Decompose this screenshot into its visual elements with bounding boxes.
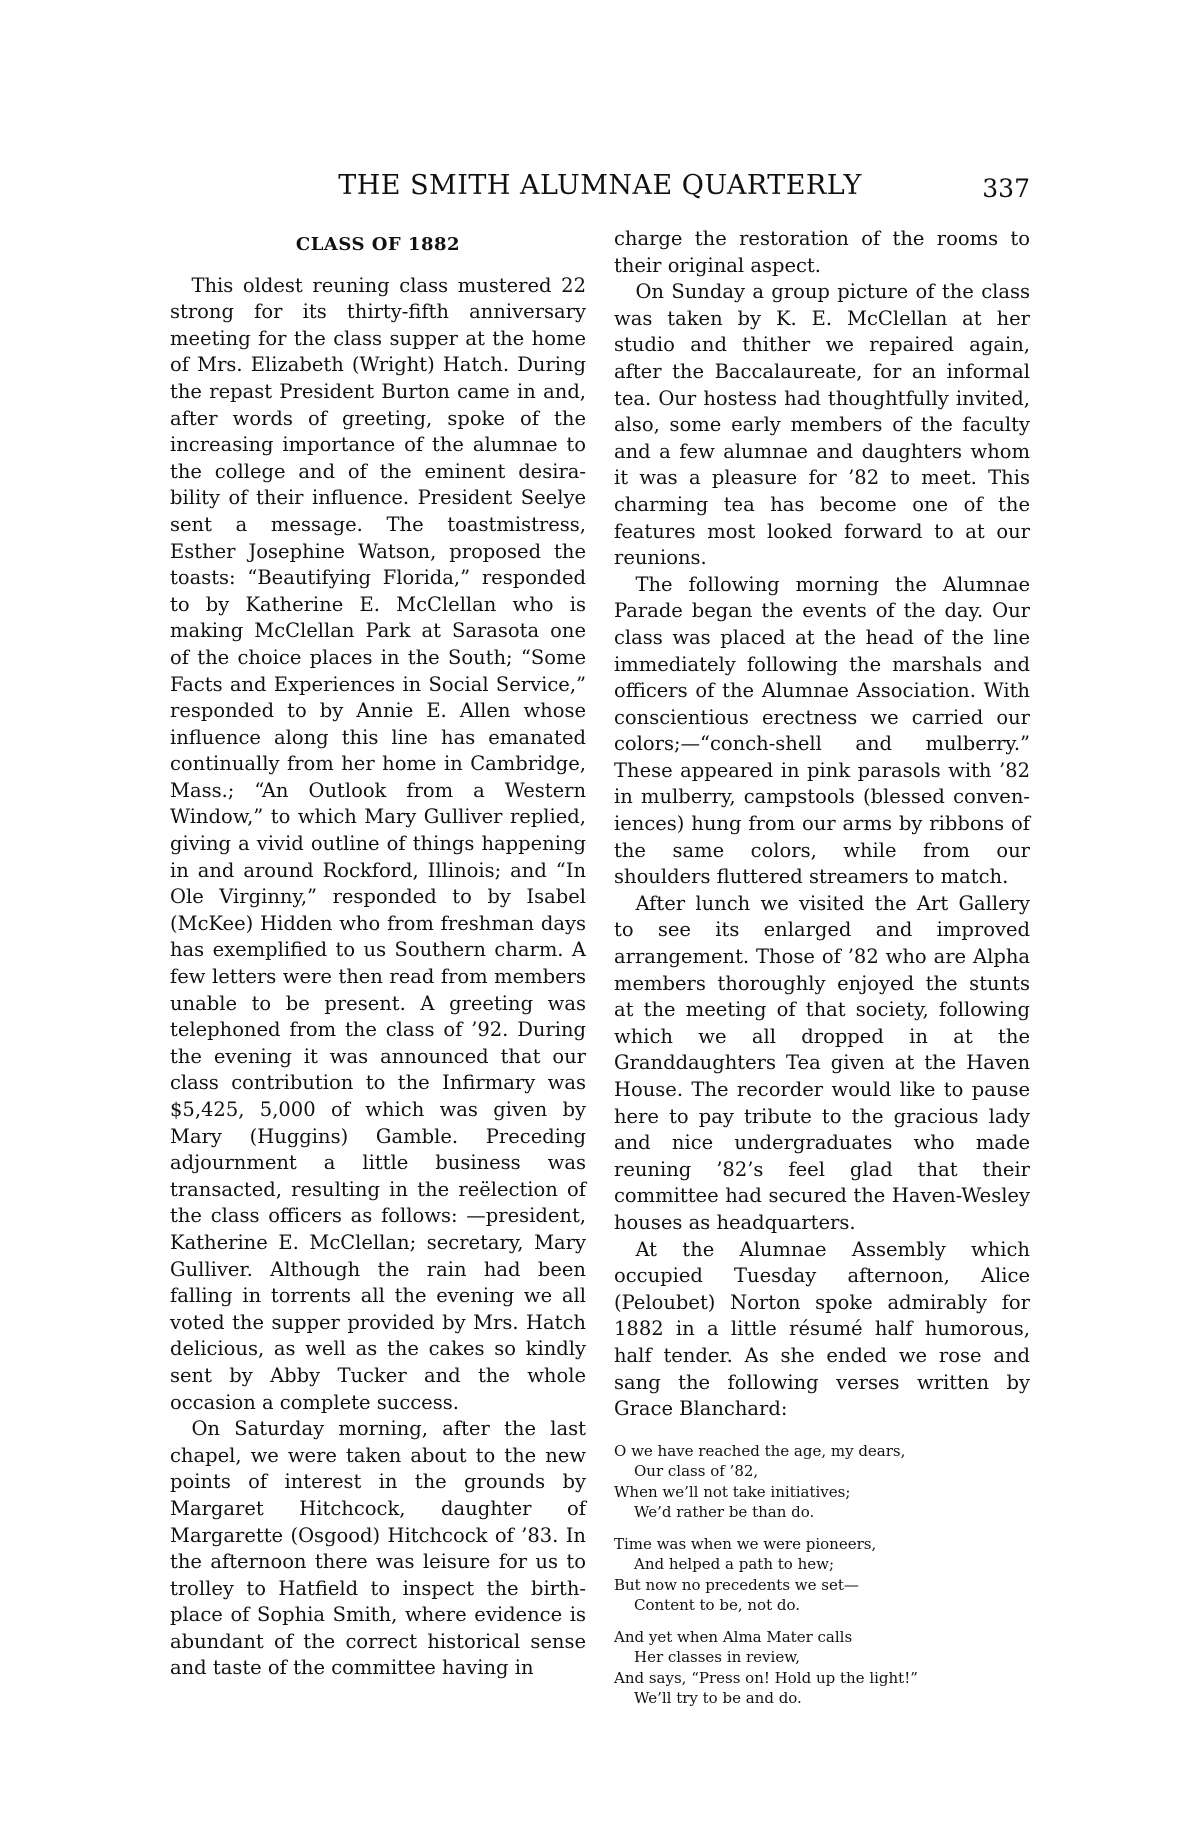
- paragraph: After lunch we visited the Art Gallery to see its enlarged and improved arrangement. Those of ’82 who are Alpha members thoroughly enjoyed the stunts at the meeting of that society, following which we all dropped in at the Granddaughters Tea given at the Haven House. The recorder would like to pause here to pay tribute to the gracious lady and nice undergraduates who made reuning ’82’s feel glad that their committee had secured the Haven-Wesley houses as headquarters.: [614, 891, 1030, 1234]
- poem-line: We’d rather be than do.: [634, 1503, 815, 1522]
- poem-line: When we’ll not take initiatives;: [614, 1482, 851, 1501]
- poem: [614, 1441, 1030, 1709]
- paragraph: On Sunday a group picture of the class was taken by K. E. McClellan at her studio and thither we repaired again, after the Baccalaureate, for an informal tea. Our hostess had thoughtfully invited, also, some early members of the faculty and a few alumnae and daughters whom it was a pleasure for ’82 to meet. This charming tea has become one of the features most looked forward to at our reunions.: [614, 280, 1030, 570]
- running-head: [0, 170, 1200, 210]
- paragraph: This oldest reuning class mustered 22 strong for its thirty-fifth anniversary meeting for the class supper at the home of Mrs. Elizabeth (Wright) Hatch. During the repast President Burton came in and, after words of greeting, spoke of the increasing importance of the alumnae to the college and of the eminent desirability of their influence. President Seelye sent a message. The toastmistress, Esther Josephine Watson, proposed the toasts: “Beautifying Florida,” responded to by Katherine E. McClellan who is making McClellan Park at Sarasota one of the choice places in the South; “Some Facts and Experiences in Social Service,” responded to by Annie E. Allen whose influence along this line has emanated continually from her home in Cambridge, Mass.; “An Outlook from a Western Window,” to which Mary Gulliver replied, giving a vivid outline of things happening in and around Rockford, Illinois; and “In Ole Virginny,” responded to by Isabel (McKee) Hidden who from freshman days has exemplified to us Southern charm. A few letters were then read from members unable to be present. A greeting was telephoned from the class of ’92. During the evening it was announced that our class contribution to the Infirmary was $5,425, 5,000 of which was given by Mary (Huggins) Gamble. Preceding adjournment a little business was transacted, resulting in the reëlection of the class officers as follows: —president, Katherine E. McClellan; secretary, Mary Gulliver. Although the rain had been falling in torrents all the evening we all voted the supper provided by Mrs. Hatch delicious, as well as the cakes so kindly sent by Abby Tucker and the whole occasion a complete success.: [170, 273, 586, 1414]
- poem-line: And yet when Alma Mater calls: [614, 1627, 853, 1646]
- poem-line: But now no precedents we set—: [614, 1575, 859, 1594]
- poem-line: We’ll try to be and do.: [634, 1689, 802, 1708]
- paragraph: At the Alumnae Assembly which occupied Tuesday afternoon, Alice (Peloubet) Norton spoke admirably for 1882 in a little résumé half humorous, half tender. As she ended we rose and sang the following verses written by Grace Blanchard:: [614, 1237, 1030, 1421]
- paragraph-continuation: charge the restoration of the rooms to their original aspect.: [614, 227, 1030, 277]
- poem-line: Our class of ’82,: [634, 1462, 759, 1481]
- poem-line: And helped a path to hew;: [634, 1555, 835, 1574]
- paragraph: On Saturday morning, after the last chapel, we were taken about to the new points of interest in the grounds by Margaret Hitchcock, daughter of Margarette (Osgood) Hitchcock of ’83. In the afternoon there was leisure for us to trolley to Hatfield to inspect the birthplace of Sophia Smith, where evidence is abundant of the correct historical sense and taste of the committee having in: [170, 1417, 586, 1680]
- page-number: 337: [982, 174, 1030, 203]
- poem-line: O we have reached the age, my dears,: [614, 1441, 906, 1460]
- right-column: [614, 226, 1030, 1720]
- section-heading: CLASS OF 1882: [295, 234, 461, 255]
- poem-line: Content to be, not do.: [634, 1596, 800, 1615]
- poem-stanza: [614, 1441, 1030, 1523]
- poem-line: Her classes in review,: [634, 1648, 801, 1667]
- journal-title: THE SMITH ALUMNAE QUARTERLY: [338, 170, 862, 201]
- left-column: [170, 226, 586, 1682]
- poem-line: Time was when we were pioneers,: [614, 1534, 877, 1553]
- paragraph: The following morning the Alumnae Parade began the events of the day. Our class was placed at the head of the line immediately following the marshals and officers of the Alumnae Association. With conscientious erectness we carried our colors;—“conch-shell and mulberry.” These appeared in pink parasols with ’82 in mulberry, campstools (blessed conveniences) hung from our arms by ribbons of the same colors, while from our shoulders fluttered streamers to match.: [614, 572, 1030, 889]
- poem-stanza: [614, 1534, 1030, 1616]
- poem-line: And says, “Press on! Hold up the light!”: [614, 1668, 918, 1687]
- poem-stanza: [614, 1627, 1030, 1709]
